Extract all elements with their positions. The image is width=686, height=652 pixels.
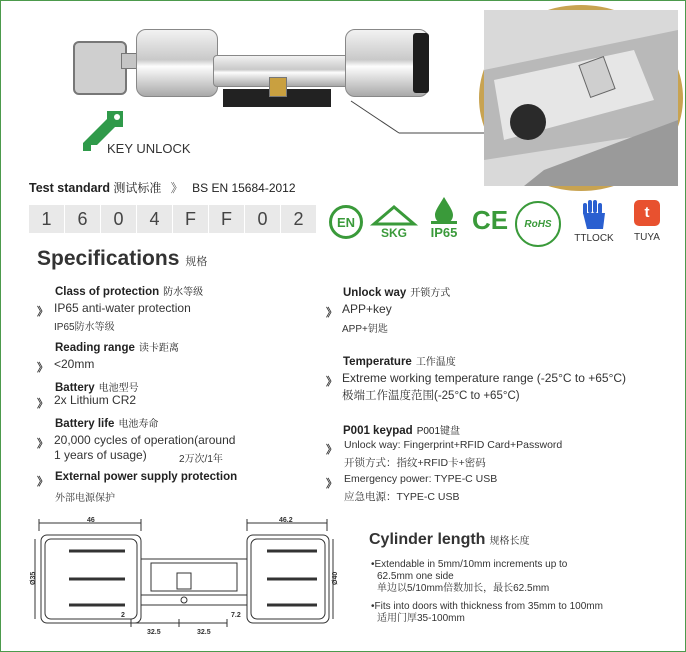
- cylinder-bullet-2-cn: 适用门厚35-100mm: [377, 613, 465, 624]
- class-label-en: Class of protection: [55, 286, 160, 298]
- bullet-arrow: 》: [37, 398, 48, 410]
- temp-label-en: Temperature: [343, 356, 412, 368]
- external-power-label: External power supply protection: [55, 471, 238, 483]
- unlock-value-cn: APP+钥匙: [342, 324, 388, 335]
- cylinder-length-heading: [369, 531, 529, 549]
- cylinder-bullet-1-cn: 单边以5/10mm倍数加长，最长62.5mm: [377, 583, 550, 594]
- test-standard-value: BS EN 15684-2012: [192, 181, 296, 195]
- keypad-label-en: P001 keypad: [343, 425, 413, 437]
- skg-house-icon: [371, 204, 417, 226]
- code-digit: 0: [245, 205, 280, 233]
- bullet-arrow: 》: [37, 476, 48, 488]
- cylinder-length-title: Cylinder length: [369, 531, 486, 548]
- class-value: IP65 anti-water protection: [54, 301, 191, 315]
- bullet-arrow: 》: [37, 362, 48, 374]
- bullet-arrow: 》: [37, 438, 48, 450]
- test-standard-label: Test standard: [29, 181, 111, 195]
- code-digit: F: [173, 205, 208, 233]
- cylinder-cam-gold: [269, 77, 287, 97]
- cylinder-bullet-1-line2: 62.5mm one side: [377, 571, 454, 582]
- en-cert-icon: [329, 205, 363, 239]
- cylinder-length-title-cn: 规格长度: [489, 536, 530, 547]
- tuya-mark: t: [634, 200, 660, 226]
- reading-label-cn: 读卡距离: [138, 343, 179, 354]
- ip65-cert-text: IP65: [430, 224, 458, 240]
- en-cert-text: EN: [336, 214, 356, 230]
- unlock-value: APP+key: [342, 302, 392, 316]
- rohs-cert-icon: [515, 201, 561, 247]
- water-drop-icon: [429, 195, 459, 225]
- code-digit: 4: [137, 205, 172, 233]
- unlock-way-label: [343, 284, 450, 299]
- keypad-power-cn: 应急电源：TYPE-C USB: [344, 491, 460, 503]
- bullet-arrow: 》: [326, 478, 337, 490]
- dim-40: Ø40: [332, 571, 339, 585]
- ttlock-logo-icon: [567, 193, 621, 249]
- class-label-cn: 防水等级: [163, 287, 204, 298]
- key-grip: [73, 41, 127, 95]
- keypad-label: [343, 422, 460, 437]
- battery-label: [55, 379, 139, 394]
- tuya-logo-icon: [625, 193, 669, 249]
- ip65-cert-icon: [423, 189, 465, 245]
- zoom-detail-circle: [479, 5, 683, 191]
- life-value-line1: 20,000 cycles of operation(around: [54, 433, 236, 447]
- zoom-detail-art: [484, 10, 678, 186]
- key-unlock-label: KEY UNLOCK: [107, 141, 191, 156]
- code-digit: 0: [101, 205, 136, 233]
- dim-32-5-a: 32.5: [147, 629, 161, 636]
- cylinder-bullet-2: •Fits into doors with thickness from 35mm to 100mm: [371, 601, 603, 612]
- rohs-cert-text: RoHS: [524, 218, 552, 230]
- reading-value: <20mm: [54, 357, 95, 371]
- code-digit: 6: [65, 205, 100, 233]
- unlock-label-cn: 开锁方式: [410, 288, 451, 299]
- temperature-value-cn: 极端工作温度范围(-25°C to +65°C): [342, 390, 520, 402]
- ce-cert-icon: [469, 205, 511, 235]
- test-standard-label-cn: 测试标准: [113, 181, 162, 195]
- keypad-unlock-cn: 开锁方式：指纹+RFID卡+密码: [344, 457, 486, 469]
- dim-7-2: 7.2: [231, 612, 241, 619]
- external-power-cn: 外部电源保护: [55, 493, 115, 504]
- dim-46-2: 46.2: [279, 517, 293, 524]
- code-digit: 1: [29, 205, 64, 233]
- code-digit: 2: [281, 205, 316, 233]
- specifications-title: Specifications: [37, 247, 180, 270]
- hand-icon: [579, 199, 609, 233]
- skg-cert-text: SKG: [380, 226, 407, 240]
- temperature-value: Extreme working temperature range (-25°C to +65°C): [342, 371, 627, 385]
- tuya-label: TUYA: [634, 231, 660, 243]
- skg-cert-icon: [369, 201, 419, 243]
- reading-range-label: [55, 339, 179, 354]
- technical-drawing: [31, 517, 351, 639]
- life-value-cn: 2万次/1年: [179, 454, 223, 465]
- reading-label-en: Reading range: [55, 342, 135, 354]
- specifications-heading: [37, 247, 207, 271]
- bullet-arrow: 》: [37, 306, 48, 318]
- unlock-label-en: Unlock way: [343, 287, 407, 299]
- test-standard-arrow: 》: [170, 181, 183, 195]
- ttlock-label: TTLOCK: [574, 232, 614, 244]
- cylinder-left-knob: [136, 29, 218, 97]
- code-digits: [29, 205, 317, 233]
- temperature-label: [343, 353, 456, 368]
- life-label-cn: 电池寿命: [118, 419, 159, 430]
- test-standard: [29, 179, 296, 196]
- keypad-power: Emergency power: TYPE-C USB: [344, 473, 498, 485]
- class-of-protection-label: [55, 283, 203, 298]
- keypad-label-cn: P001键盘: [416, 426, 461, 437]
- temp-label-cn: 工作温度: [415, 357, 456, 368]
- bullet-arrow: 》: [326, 376, 337, 388]
- dim-46: 46: [87, 517, 95, 524]
- life-value-line2: 1 years of usage): [54, 448, 147, 462]
- cylinder-bullet-1: •Extendable in 5mm/10mm increments up to: [371, 559, 568, 570]
- battery-value: 2x Lithium CR2: [54, 393, 137, 407]
- life-label-en: Battery life: [55, 418, 115, 430]
- ce-cert-text: CE: [471, 204, 509, 235]
- dim-2: 2: [121, 612, 125, 619]
- specifications-title-cn: 规格: [185, 256, 208, 268]
- zoom-pointer-lines: [341, 81, 501, 141]
- dim-35: Ø35: [30, 571, 37, 585]
- battery-label-cn: 电池型号: [98, 383, 139, 394]
- dim-32-5-b: 32.5: [197, 629, 211, 636]
- class-value-cn: IP65防水等级: [54, 322, 115, 333]
- bullet-arrow: 》: [326, 307, 337, 319]
- keypad-unlock: Unlock way: Fingerprint+RFID Card+Password: [344, 439, 563, 451]
- battery-life-label: [55, 415, 158, 430]
- code-digit: F: [209, 205, 244, 233]
- battery-label-en: Battery: [55, 382, 95, 394]
- bullet-arrow: 》: [326, 444, 337, 456]
